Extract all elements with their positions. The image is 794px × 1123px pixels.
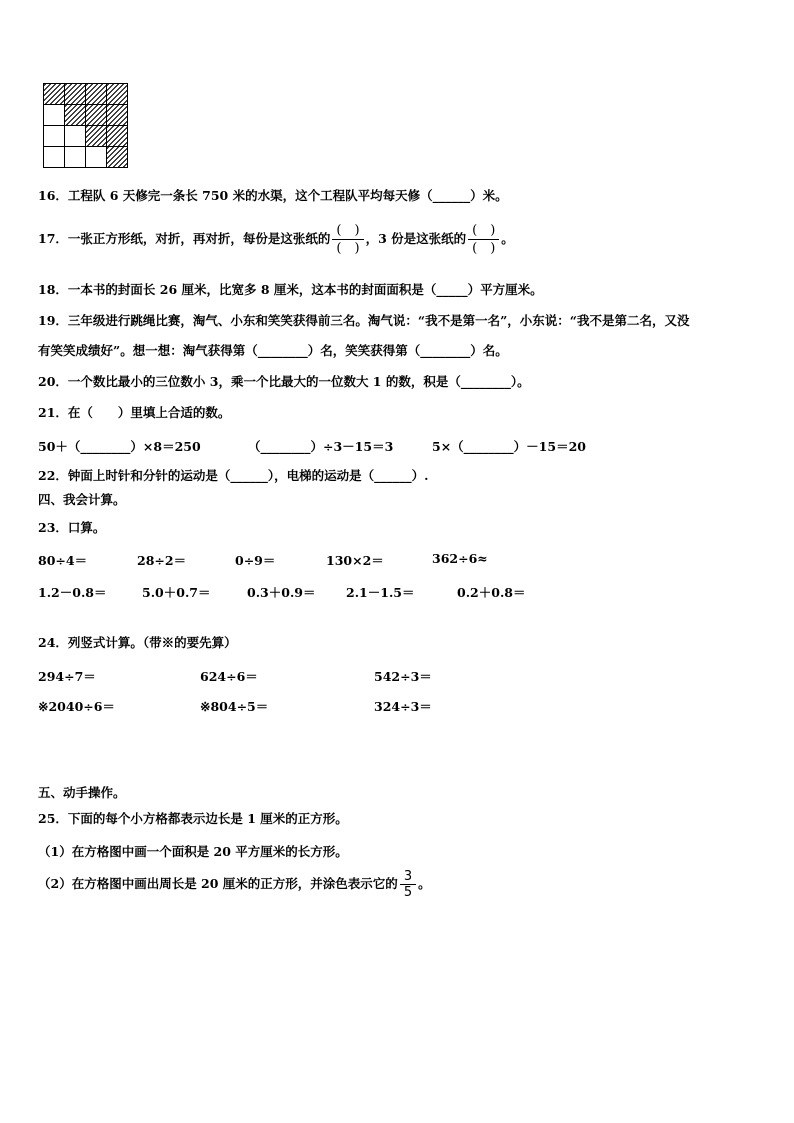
q23-item: 0.2＋0.8＝ bbox=[457, 585, 526, 600]
grid-cell-blank bbox=[86, 147, 107, 168]
fraction-blank-2 bbox=[468, 222, 499, 257]
grid-cell-shaded bbox=[65, 84, 86, 105]
question-20: 20．一个数比最小的三位数小 3，乘一个比最大的一位数大 1 的数，积是（________）。 bbox=[38, 374, 530, 389]
grid-cell-shaded bbox=[107, 147, 128, 168]
fraction-numerator: 3 bbox=[403, 869, 413, 884]
question-24: 24．列竖式计算。（带※的要先算） bbox=[38, 635, 237, 650]
question-17 bbox=[38, 219, 514, 259]
section-5-heading: 五、动手操作。 bbox=[38, 785, 126, 800]
q23-item: 1.2－0.8＝ bbox=[38, 585, 107, 600]
question-21: 21．在（ ）里填上合适的数。 bbox=[38, 405, 231, 420]
q23-item: 362÷6≈ bbox=[432, 551, 488, 566]
q24-item: 294÷7＝ bbox=[38, 669, 96, 684]
grid-cell-shaded bbox=[86, 105, 107, 126]
grid-cell-blank bbox=[65, 147, 86, 168]
q24-item: ※2040÷6＝ bbox=[38, 699, 115, 714]
question-25: 25．下面的每个小方格都表示边长是 1 厘米的正方形。 bbox=[38, 811, 348, 826]
grid-cell-shaded bbox=[107, 105, 128, 126]
question-23: 23．口算。 bbox=[38, 520, 106, 535]
question-22: 22．钟面上时针和分针的运动是（______），电梯的运动是（______）. bbox=[38, 468, 429, 483]
question-19-line-2: 有笑笑成绩好”。想一想：淘气获得第（________）名，笑笑获得第（________）名。 bbox=[38, 343, 508, 358]
section-4-heading: 四、我会计算。 bbox=[38, 492, 126, 507]
grid-cell-blank bbox=[44, 105, 65, 126]
question-25-part-1: （1）在方格图中画一个面积是 20 平方厘米的长方形。 bbox=[38, 844, 348, 859]
fraction-three-fifths bbox=[400, 869, 416, 900]
grid-cell-blank bbox=[44, 126, 65, 147]
q24-item: 624÷6＝ bbox=[200, 669, 258, 684]
grid-cell-shaded bbox=[107, 84, 128, 105]
q24-item: 324÷3＝ bbox=[374, 699, 432, 714]
fraction-denominator: 5 bbox=[403, 885, 413, 900]
q23-item: 5.0＋0.7＝ bbox=[142, 585, 211, 600]
fraction-blank-1 bbox=[332, 222, 363, 257]
grid-cell-blank bbox=[44, 147, 65, 168]
grid-cell-blank bbox=[65, 126, 86, 147]
q24-item: ※804÷5＝ bbox=[200, 699, 269, 714]
grid-cell-shaded bbox=[107, 126, 128, 147]
grid-cell-shaded bbox=[86, 126, 107, 147]
q23-item: 28÷2＝ bbox=[137, 553, 187, 568]
question-25-part-2-suffix: 。 bbox=[418, 876, 431, 891]
question-17-suffix: 。 bbox=[501, 231, 514, 246]
grid-row bbox=[44, 147, 128, 168]
question-25-part-2-prefix: （2）在方格图中画出周长是 20 厘米的正方形，并涂色表示它的 bbox=[38, 876, 398, 891]
fraction-denominator-blank: ( ) bbox=[336, 241, 360, 256]
question-17-prefix: 17．一张正方形纸，对折，再对折，每份是这张纸的 bbox=[38, 231, 331, 246]
q23-item: 0.3＋0.9＝ bbox=[247, 585, 316, 600]
fraction-numerator-blank: ( ) bbox=[336, 223, 360, 238]
question-18: 18．一本书的封面长 26 厘米，比宽多 8 厘米，这本书的封面面积是（_____）平方厘米。 bbox=[38, 282, 543, 297]
grid-cell-shaded bbox=[65, 105, 86, 126]
question-25-part-2 bbox=[38, 864, 431, 904]
grid-row bbox=[44, 126, 128, 147]
q23-item: 0÷9＝ bbox=[235, 553, 276, 568]
q21-item-3: 5×（________）－15＝20 bbox=[432, 439, 586, 454]
question-16: 16．工程队 6 天修完一条长 750 米的水渠，这个工程队平均每天修（______）米。 bbox=[38, 188, 508, 203]
question-19-line-1: 19．三年级进行跳绳比赛，淘气、小东和笑笑获得前三名。淘气说：“我不是第一名”，小东说：“我不是第二名，又没 bbox=[38, 313, 690, 328]
q21-item-2: （________）÷3－15＝3 bbox=[248, 439, 394, 454]
grid-row bbox=[44, 84, 128, 105]
grid-row bbox=[44, 105, 128, 126]
q23-item: 2.1－1.5＝ bbox=[346, 585, 415, 600]
q23-item: 80÷4＝ bbox=[38, 553, 88, 568]
grid-cell-shaded bbox=[86, 84, 107, 105]
grid-cell-shaded bbox=[44, 84, 65, 105]
fraction-denominator-blank: ( ) bbox=[472, 241, 496, 256]
q21-item-1: 50＋（________）×8＝250 bbox=[38, 439, 201, 454]
question-17-mid: ，3 份是这张纸的 bbox=[365, 231, 467, 246]
q24-item: 542÷3＝ bbox=[374, 669, 432, 684]
shaded-grid-figure bbox=[43, 83, 128, 168]
fraction-numerator-blank: ( ) bbox=[472, 223, 496, 238]
q23-item: 130×2＝ bbox=[326, 553, 384, 568]
